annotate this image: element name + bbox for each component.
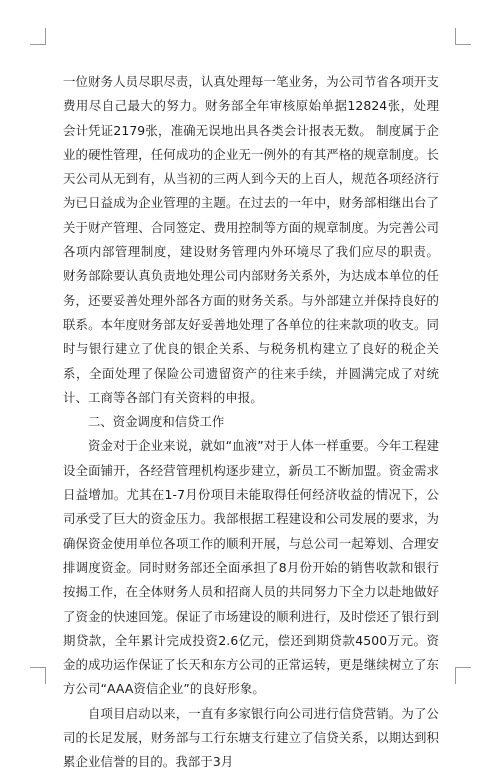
crop-mark-top-left-vertical [45, 28, 46, 45]
crop-mark-top-left-horizontal [30, 44, 46, 45]
paragraph-fund-operation: 资金对于企业来说，就如“血液”对于人体一样重要。今年工程建设全面铺开，各经营管理机构逐步建立，新员工不断加盟。资金需求日益增加。尤其在1-7月份项目未能取得任何经济收益的情况下，公司承受了巨大的资金压力。我部根据工程建设和公司发展的要求，为确保资金使用单位各项工作的顺利开展，与总公司一起筹划、合理安排调度资金。同时财务部还全面承担了8月份开始的销售收款和银行按揭工作，在全体财务人员和招商人员的共同努力下全力以赴地做好了资金的快速回笼。保证了市场建设的顺利进行，及时偿还了银行到期贷款，全年累计完成投资2.6亿元，偿还到期贷款4500万元。资金的成功运作保证了长天和东方公司的正常运转，更是继续树立了东方公司“AAA资信企业”的良好形象。 [63, 438, 439, 697]
paragraph-credit-relations: 自项目启动以来，一直有多家银行向公司进行信贷营销。为了公司的长足发展，财务部与工行东塘支行建立了信贷关系，以期达到积累企业信誉的目的。我部于3月 [63, 705, 439, 770]
crop-mark-bottom-right-horizontal [455, 667, 471, 668]
section-heading-fund-scheduling: 二、资金调度和信贷工作 [88, 414, 225, 430]
document-body [63, 70, 439, 775]
crop-mark-bottom-right-vertical [455, 667, 456, 684]
crop-mark-top-right-horizontal [455, 44, 471, 45]
paragraph-finance-duties: 一位财务人员尽职尽责，认真处理每一笔业务，为公司节省各项开支费用尽自己最大的努力。财务部全年审核原始单据12824张，处理会计凭证2179张，准确无误地出具各类会计报表无数。 制度属于企业的硬性管理，任何成功的企业无一例外的有其严格的规章制度。长天公司从无到有，从当初的三两人到今天的上百人，规范各项经济行为已日益成为企业管理的主题。在过去的一年中，财务部相继出台了关于财产管理、合同签定、费用控制等方面的规章制度。为完善公司各项内部管理制度，建设财务管理内外环境尽了我们应尽的职责。 财务部除要认真负责地处理公司内部财务关系外，为达成本单位的任务，还要妥善处理外部各方面的财务关系。与外部建立并保持良好的联系。本年度财务部友好妥善地处理了各单位的往来款项的收支。同时与银行建立了优良的银企关系、与税务机构建立了良好的税企关系，全面处理了保险公司遗留资产的往来手续，并圆满完成了对统计、工商等各部门有关资料的申报。 [63, 74, 439, 405]
crop-mark-bottom-left-horizontal [30, 667, 46, 668]
crop-mark-top-right-vertical [455, 28, 456, 45]
crop-mark-bottom-left-vertical [45, 667, 46, 684]
